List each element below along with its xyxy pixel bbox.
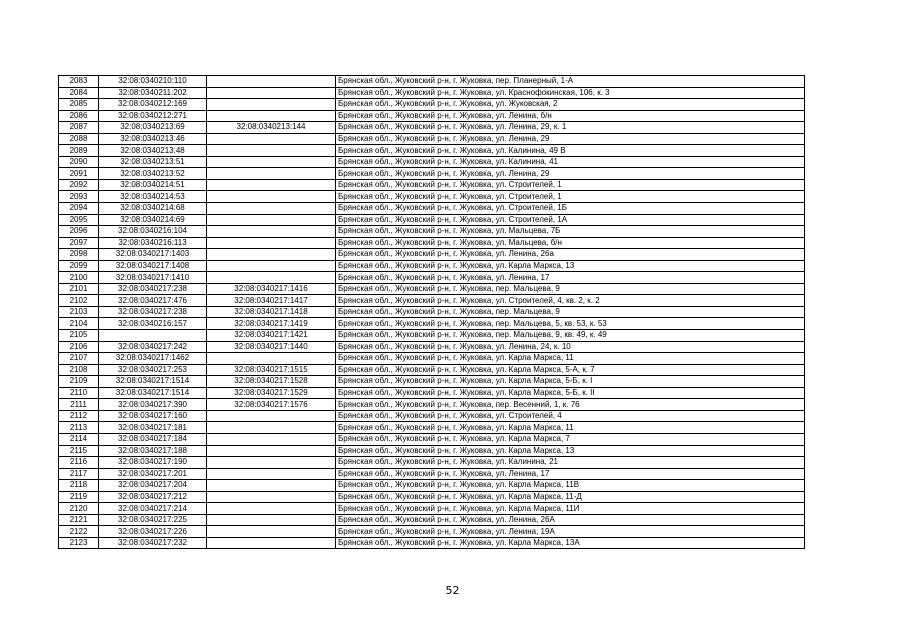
linked-cadastral-number-cell	[207, 468, 336, 480]
table-row	[59, 122, 805, 134]
row-number-cell: 2088	[59, 133, 99, 145]
linked-cadastral-number-cell	[207, 422, 336, 434]
row-number-cell: 2106	[59, 341, 99, 353]
row-number-cell: 2116	[59, 457, 99, 469]
address-cell: Брянская обл., Жуковский р-н, г. Жуковка, ул. Карла Маркса, 7	[336, 433, 805, 445]
address-cell: Брянская обл., Жуковский р-н, г. Жуковка, пер. Весенний, 1, к. 76	[336, 399, 805, 411]
address-cell: Брянская обл., Жуковский р-н, г. Жуковка, пер. Мальцева, 9, кв. 49, к. 49	[336, 330, 805, 342]
cadastral-number-cell: 32:08:0340217:225	[99, 514, 207, 526]
table-row	[59, 330, 805, 342]
address-cell: Брянская обл., Жуковский р-н, г. Жуковка, ул. Строителей, 4, кв. 2, к. 2	[336, 295, 805, 307]
cadastral-number-cell: 32:08:0340217:238	[99, 306, 207, 318]
linked-cadastral-number-cell	[207, 99, 336, 111]
row-number-cell: 2099	[59, 260, 99, 272]
row-number-cell: 2101	[59, 283, 99, 295]
cadastral-number-cell: 32:08:0340217:1462	[99, 353, 207, 365]
row-number-cell: 2094	[59, 203, 99, 215]
linked-cadastral-number-cell	[207, 179, 336, 191]
address-cell: Брянская обл., Жуковский р-н, г. Жуковка, ул. Ленина, 29	[336, 168, 805, 180]
address-cell: Брянская обл., Жуковский р-н, г. Жуковка, ул. Карла Маркса, 5-Б, к. I	[336, 376, 805, 388]
linked-cadastral-number-cell	[207, 537, 336, 549]
row-number-cell: 2121	[59, 514, 99, 526]
row-number-cell: 2098	[59, 249, 99, 261]
row-number-cell: 2095	[59, 214, 99, 226]
linked-cadastral-number-cell	[207, 526, 336, 538]
address-cell: Брянская обл., Жуковский р-н, г. Жуковка, ул. Ленина, 17	[336, 272, 805, 284]
linked-cadastral-number-cell	[207, 214, 336, 226]
row-number-cell: 2111	[59, 399, 99, 411]
row-number-cell: 2103	[59, 306, 99, 318]
linked-cadastral-number-cell	[207, 203, 336, 215]
address-cell: Брянская обл., Жуковский р-н, г. Жуковка, ул. Ленина, 26А	[336, 514, 805, 526]
table-row	[59, 145, 805, 157]
row-number-cell: 2123	[59, 537, 99, 549]
cadastral-number-cell: 32:08:0340217:1408	[99, 260, 207, 272]
row-number-cell: 2114	[59, 433, 99, 445]
row-number-cell: 2086	[59, 110, 99, 122]
address-cell: Брянская обл., Жуковский р-н, г. Жуковка, ул. Ленина, 26а	[336, 249, 805, 261]
table-row	[59, 422, 805, 434]
table-row	[59, 480, 805, 492]
address-cell: Брянская обл., Жуковский р-н, г. Жуковка, ул. Ленина, 29, к. 1	[336, 122, 805, 134]
address-cell: Брянская обл., Жуковский р-н, г. Жуковка, пер. Мальцева, 9	[336, 283, 805, 295]
address-cell: Брянская обл., Жуковский р-н, г. Жуковка, пер. Планерный, 1-А	[336, 76, 805, 88]
linked-cadastral-number-cell: 32:08:0340217:1417	[207, 295, 336, 307]
row-number-cell: 2100	[59, 272, 99, 284]
row-number-cell: 2108	[59, 364, 99, 376]
table-row	[59, 376, 805, 388]
table-row	[59, 283, 805, 295]
linked-cadastral-number-cell: 32:08:0340213:144	[207, 122, 336, 134]
page-number: 52	[445, 584, 460, 597]
address-cell: Брянская обл., Жуковский р-н, г. Жуковка, ул. Строителей, 1Б	[336, 203, 805, 215]
linked-cadastral-number-cell	[207, 353, 336, 365]
row-number-cell: 2122	[59, 526, 99, 538]
linked-cadastral-number-cell	[207, 226, 336, 238]
property-register-table	[58, 75, 805, 549]
linked-cadastral-number-cell	[207, 433, 336, 445]
address-cell: Брянская обл., Жуковский р-н, г. Жуковка, ул. Строителей, 1	[336, 191, 805, 203]
table-row	[59, 468, 805, 480]
row-number-cell: 2112	[59, 410, 99, 422]
table-row	[59, 387, 805, 399]
table-row	[59, 133, 805, 145]
cadastral-number-cell: 32:08:0340217:232	[99, 537, 207, 549]
property-register-body	[59, 76, 805, 549]
row-number-cell: 2115	[59, 445, 99, 457]
cadastral-number-cell: 32:08:0340217:212	[99, 491, 207, 503]
cadastral-number-cell: 32:08:0340217:242	[99, 341, 207, 353]
table-row	[59, 226, 805, 238]
table-row	[59, 99, 805, 111]
table-row	[59, 399, 805, 411]
row-number-cell: 2084	[59, 87, 99, 99]
cadastral-number-cell: 32:08:0340214:68	[99, 203, 207, 215]
table-row	[59, 191, 805, 203]
table-row	[59, 306, 805, 318]
table-row	[59, 295, 805, 307]
row-number-cell: 2093	[59, 191, 99, 203]
table-row	[59, 203, 805, 215]
row-number-cell: 2120	[59, 503, 99, 515]
address-cell: Брянская обл., Жуковский р-н, г. Жуковка, ул. Карла Маркса, 13А	[336, 537, 805, 549]
linked-cadastral-number-cell: 32:08:0340217:1416	[207, 283, 336, 295]
cadastral-number-cell: 32:08:0340217:1403	[99, 249, 207, 261]
cadastral-number-cell: 32:08:0340210:110	[99, 76, 207, 88]
linked-cadastral-number-cell: 32:08:0340217:1440	[207, 341, 336, 353]
linked-cadastral-number-cell	[207, 445, 336, 457]
cadastral-number-cell: 32:08:0340212:169	[99, 99, 207, 111]
table-row	[59, 76, 805, 88]
address-cell: Брянская обл., Жуковский р-н, г. Жуковка, ул. Жуковская, 2	[336, 99, 805, 111]
linked-cadastral-number-cell	[207, 260, 336, 272]
cadastral-number-cell: 32:08:0340211:202	[99, 87, 207, 99]
row-number-cell: 2083	[59, 76, 99, 88]
table-row	[59, 491, 805, 503]
linked-cadastral-number-cell: 32:08:0340217:1529	[207, 387, 336, 399]
cadastral-number-cell: 32:08:0340214:69	[99, 214, 207, 226]
linked-cadastral-number-cell	[207, 237, 336, 249]
cadastral-number-cell: 32:08:0340213:48	[99, 145, 207, 157]
address-cell: Брянская обл., Жуковский р-н, г. Жуковка, ул. Ленина, 29	[336, 133, 805, 145]
address-cell: Брянская обл., Жуковский р-н, г. Жуковка, ул. Калинина, 41	[336, 156, 805, 168]
cadastral-number-cell: 32:08:0340216:113	[99, 237, 207, 249]
table-row	[59, 514, 805, 526]
cadastral-number-cell: 32:08:0340214:53	[99, 191, 207, 203]
row-number-cell: 2102	[59, 295, 99, 307]
address-cell: Брянская обл., Жуковский р-н, г. Жуковка, ул. Ленина, 24, к. 10	[336, 341, 805, 353]
table-row	[59, 87, 805, 99]
address-cell: Брянская обл., Жуковский р-н, г. Жуковка, ул. Карла Маркса, 13	[336, 445, 805, 457]
cadastral-number-cell: 32:08:0340217:188	[99, 445, 207, 457]
linked-cadastral-number-cell	[207, 168, 336, 180]
linked-cadastral-number-cell	[207, 145, 336, 157]
linked-cadastral-number-cell	[207, 514, 336, 526]
row-number-cell: 2089	[59, 145, 99, 157]
address-cell: Брянская обл., Жуковский р-н, г. Жуковка, ул. Строителей, 1	[336, 179, 805, 191]
row-number-cell: 2085	[59, 99, 99, 111]
cadastral-number-cell: 32:08:0340213:52	[99, 168, 207, 180]
linked-cadastral-number-cell: 32:08:0340217:1515	[207, 364, 336, 376]
table-row	[59, 168, 805, 180]
address-cell: Брянская обл., Жуковский р-н, г. Жуковка, ул. Мальцева, б/н	[336, 237, 805, 249]
address-cell: Брянская обл., Жуковский р-н, г. Жуковка, ул. Карла Маркса, 5-Б, к. II	[336, 387, 805, 399]
cadastral-number-cell: 32:08:0340213:46	[99, 133, 207, 145]
table-row	[59, 249, 805, 261]
linked-cadastral-number-cell: 32:08:0340217:1421	[207, 330, 336, 342]
linked-cadastral-number-cell	[207, 249, 336, 261]
row-number-cell: 2090	[59, 156, 99, 168]
table-row	[59, 318, 805, 330]
address-cell: Брянская обл., Жуковский р-н, г. Жуковка, ул. Ленина, 19А	[336, 526, 805, 538]
linked-cadastral-number-cell: 32:08:0340217:1418	[207, 306, 336, 318]
cadastral-number-cell: 32:08:0340213:69	[99, 122, 207, 134]
table-row	[59, 272, 805, 284]
linked-cadastral-number-cell	[207, 410, 336, 422]
linked-cadastral-number-cell	[207, 503, 336, 515]
cadastral-number-cell: 32:08:0340217:201	[99, 468, 207, 480]
linked-cadastral-number-cell	[207, 110, 336, 122]
cadastral-number-cell: 32:08:0340217:1410	[99, 272, 207, 284]
cadastral-number-cell: 32:08:0340217:390	[99, 399, 207, 411]
cadastral-number-cell: 32:08:0340217:1514	[99, 387, 207, 399]
linked-cadastral-number-cell	[207, 480, 336, 492]
address-cell: Брянская обл., Жуковский р-н, г. Жуковка, ул. Карла Маркса, 11И	[336, 503, 805, 515]
table-row	[59, 410, 805, 422]
cadastral-number-cell: 32:08:0340217:160	[99, 410, 207, 422]
row-number-cell: 2109	[59, 376, 99, 388]
table-row	[59, 156, 805, 168]
address-cell: Брянская обл., Жуковский р-н, г. Жуковка, ул. Карла Маркса, 13	[336, 260, 805, 272]
linked-cadastral-number-cell	[207, 457, 336, 469]
linked-cadastral-number-cell: 32:08:0340217:1419	[207, 318, 336, 330]
row-number-cell: 2110	[59, 387, 99, 399]
table-row	[59, 179, 805, 191]
row-number-cell: 2113	[59, 422, 99, 434]
table-row	[59, 353, 805, 365]
table-row	[59, 341, 805, 353]
row-number-cell: 2092	[59, 179, 99, 191]
cadastral-number-cell: 32:08:0340217:214	[99, 503, 207, 515]
linked-cadastral-number-cell	[207, 87, 336, 99]
row-number-cell: 2091	[59, 168, 99, 180]
linked-cadastral-number-cell	[207, 272, 336, 284]
address-cell: Брянская обл., Жуковский р-н, г. Жуковка, пер. Мальцева, 5, кв. 53, к. 53	[336, 318, 805, 330]
address-cell: Брянская обл., Жуковский р-н, г. Жуковка, ул. Ленина, 17	[336, 468, 805, 480]
address-cell: Брянская обл., Жуковский р-н, г. Жуковка, ул. Калинина, 21	[336, 457, 805, 469]
row-number-cell: 2105	[59, 330, 99, 342]
linked-cadastral-number-cell: 32:08:0340217:1528	[207, 376, 336, 388]
address-cell: Брянская обл., Жуковский р-н, г. Жуковка, ул. Карла Маркса, 11	[336, 422, 805, 434]
cadastral-number-cell: 32:08:0340217:226	[99, 526, 207, 538]
linked-cadastral-number-cell	[207, 491, 336, 503]
row-number-cell: 2107	[59, 353, 99, 365]
table-row	[59, 237, 805, 249]
cadastral-number-cell: 32:08:0340217:204	[99, 480, 207, 492]
cadastral-number-cell: 32:08:0340213:51	[99, 156, 207, 168]
cadastral-number-cell: 32:08:0340216:157	[99, 318, 207, 330]
table-row	[59, 526, 805, 538]
linked-cadastral-number-cell	[207, 76, 336, 88]
row-number-cell: 2096	[59, 226, 99, 238]
cadastral-number-cell	[99, 330, 207, 342]
table-row	[59, 445, 805, 457]
address-cell: Брянская обл., Жуковский р-н, г. Жуковка, ул. Калинина, 49 В	[336, 145, 805, 157]
cadastral-number-cell: 32:08:0340217:253	[99, 364, 207, 376]
cadastral-number-cell: 32:08:0340217:1514	[99, 376, 207, 388]
cadastral-number-cell: 32:08:0340214:51	[99, 179, 207, 191]
address-cell: Брянская обл., Жуковский р-н, г. Жуковка, ул. Карла Маркса, 5-А, к. 7	[336, 364, 805, 376]
table-row	[59, 364, 805, 376]
address-cell: Брянская обл., Жуковский р-н, г. Жуковка, ул. Карла Маркса, 11-Д	[336, 491, 805, 503]
cadastral-number-cell: 32:08:0340217:238	[99, 283, 207, 295]
table-row	[59, 214, 805, 226]
row-number-cell: 2104	[59, 318, 99, 330]
address-cell: Брянская обл., Жуковский р-н, г. Жуковка, ул. Ленина, б/н	[336, 110, 805, 122]
row-number-cell: 2087	[59, 122, 99, 134]
address-cell: Брянская обл., Жуковский р-н, г. Жуковка, ул. Мальцева, 7Б	[336, 226, 805, 238]
cadastral-number-cell: 32:08:0340216:104	[99, 226, 207, 238]
cadastral-number-cell: 32:08:0340217:184	[99, 433, 207, 445]
row-number-cell: 2118	[59, 480, 99, 492]
cadastral-number-cell: 32:08:0340217:181	[99, 422, 207, 434]
table-row	[59, 537, 805, 549]
cadastral-number-cell: 32:08:0340217:476	[99, 295, 207, 307]
table-row	[59, 457, 805, 469]
table-row	[59, 110, 805, 122]
table-row	[59, 260, 805, 272]
address-cell: Брянская обл., Жуковский р-н, г. Жуковка, пер. Мальцева, 9	[336, 306, 805, 318]
address-cell: Брянская обл., Жуковский р-н, г. Жуковка, ул. Краснофокинская, 106, к. 3	[336, 87, 805, 99]
address-cell: Брянская обл., Жуковский р-н, г. Жуковка, ул. Строителей, 4	[336, 410, 805, 422]
table-row	[59, 503, 805, 515]
linked-cadastral-number-cell	[207, 191, 336, 203]
address-cell: Брянская обл., Жуковский р-н, г. Жуковка, ул. Строителей, 1А	[336, 214, 805, 226]
table-row	[59, 433, 805, 445]
linked-cadastral-number-cell	[207, 133, 336, 145]
row-number-cell: 2117	[59, 468, 99, 480]
cadastral-number-cell: 32:08:0340217:190	[99, 457, 207, 469]
address-cell: Брянская обл., Жуковский р-н, г. Жуковка, ул. Карла Маркса, 11	[336, 353, 805, 365]
row-number-cell: 2119	[59, 491, 99, 503]
linked-cadastral-number-cell	[207, 156, 336, 168]
cadastral-number-cell: 32:08:0340212:271	[99, 110, 207, 122]
linked-cadastral-number-cell: 32:08:0340217:1576	[207, 399, 336, 411]
row-number-cell: 2097	[59, 237, 99, 249]
address-cell: Брянская обл., Жуковский р-н, г. Жуковка, ул. Карла Маркса, 11В	[336, 480, 805, 492]
